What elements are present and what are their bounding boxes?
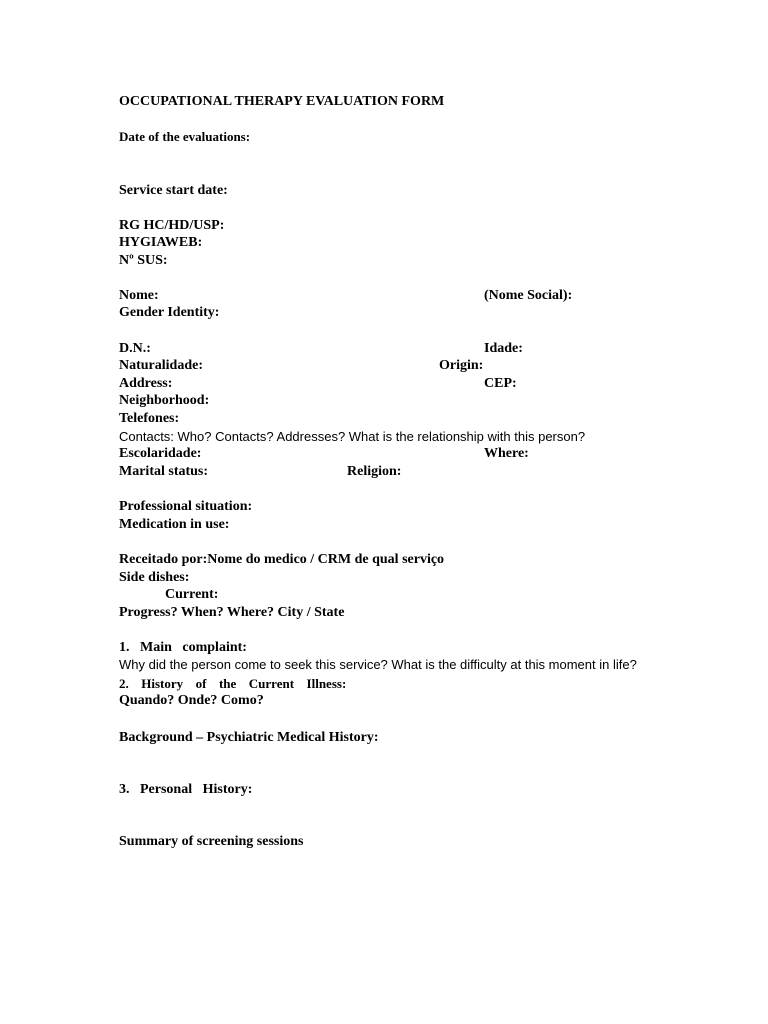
- nome-social-label: (Nome Social):: [484, 288, 573, 303]
- medication-label: Medication in use:: [119, 517, 230, 532]
- address-label: Address:: [119, 376, 173, 391]
- current-label: Current:: [165, 587, 219, 602]
- escolaridade-label: Escolaridade:: [119, 446, 202, 461]
- gender-identity-label: Gender Identity:: [119, 305, 220, 320]
- where-label: Where:: [484, 446, 529, 461]
- hygiaweb-label: HYGIAWEB:: [119, 235, 203, 250]
- origin-label: Origin:: [439, 358, 484, 373]
- history-current-illness-heading: 2. History of the Current Illness:: [119, 676, 347, 691]
- summary-heading: Summary of screening sessions: [119, 834, 304, 849]
- background-heading: Background – Psychiatric Medical History:: [119, 730, 379, 745]
- neighborhood-label: Neighborhood:: [119, 393, 210, 408]
- quando-label: Quando? Onde? Como?: [119, 693, 264, 708]
- receitado-label: Receitado por:Nome do medico / CRM de qual serviço: [119, 552, 445, 567]
- dn-label: D.N.:: [119, 341, 151, 356]
- progress-label: Progress? When? Where? City / State: [119, 605, 345, 620]
- rg-label: RG HC/HD/USP:: [119, 218, 225, 233]
- naturalidade-label: Naturalidade:: [119, 358, 203, 373]
- side-dishes-label: Side dishes:: [119, 570, 190, 585]
- telefones-label: Telefones:: [119, 411, 180, 426]
- date-of-evaluations-label: Date of the evaluations:: [119, 129, 251, 144]
- professional-situation-label: Professional situation:: [119, 499, 253, 514]
- contacts-note: Contacts: Who? Contacts? Addresses? What is the relationship with this person?: [119, 429, 586, 444]
- form-title: OCCUPATIONAL THERAPY EVALUATION FORM: [119, 94, 445, 109]
- service-start-date-label: Service start date:: [119, 183, 228, 198]
- cep-label: CEP:: [484, 376, 517, 391]
- personal-history-heading: 3. Personal History:: [119, 782, 253, 797]
- religion-label: Religion:: [347, 464, 402, 479]
- main-complaint-heading: 1. Main complaint:: [119, 640, 247, 655]
- marital-status-label: Marital status:: [119, 464, 209, 479]
- sus-label: Nº SUS:: [119, 253, 168, 268]
- nome-label: Nome:: [119, 288, 159, 303]
- idade-label: Idade:: [484, 341, 523, 356]
- main-complaint-note: Why did the person come to seek this service? What is the difficulty at this moment in life?: [119, 657, 637, 672]
